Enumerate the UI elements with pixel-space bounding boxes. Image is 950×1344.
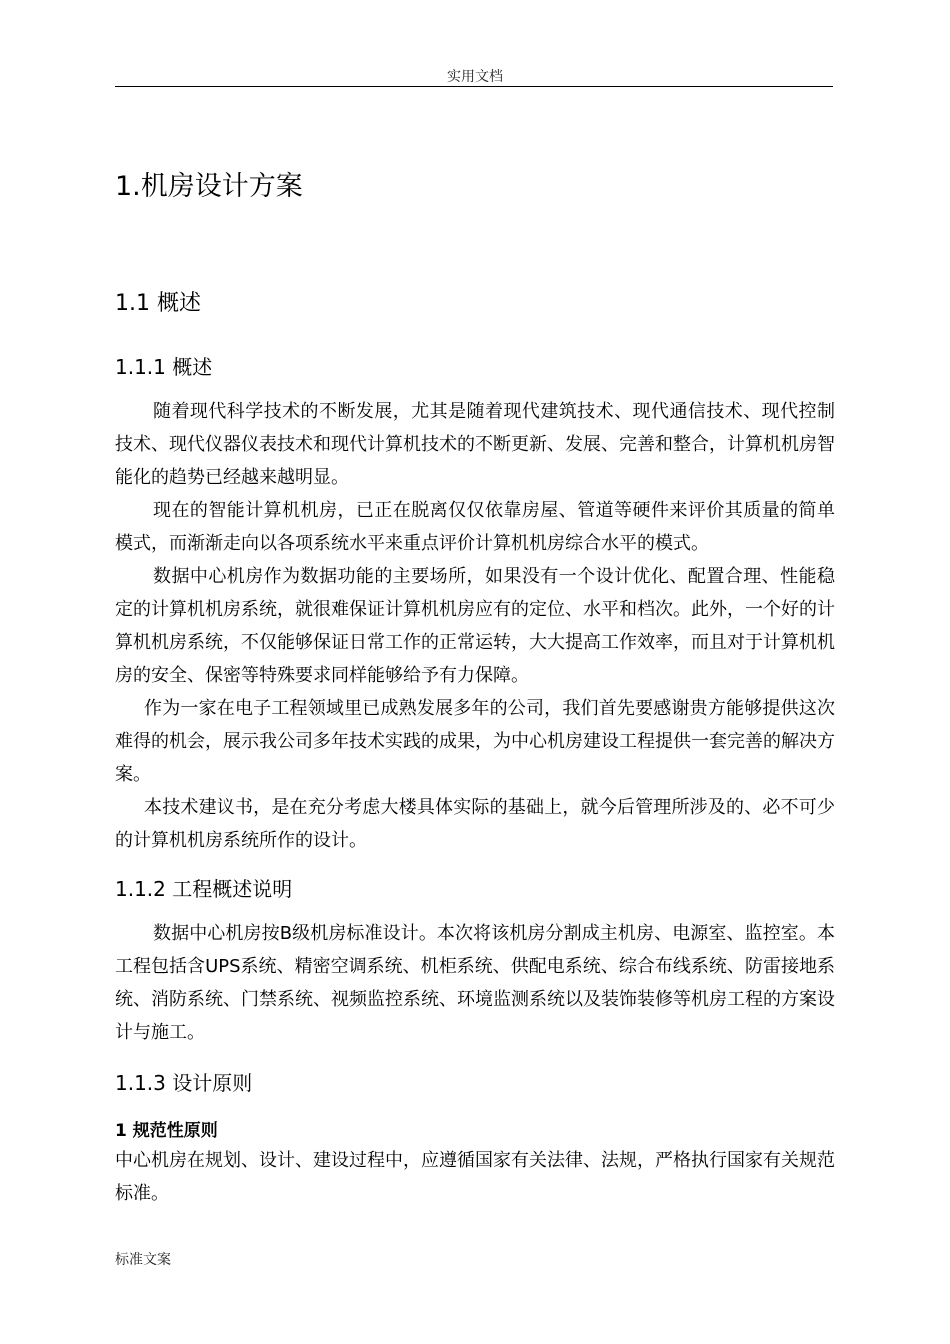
document-title: 1.机房设计方案 xyxy=(115,171,303,202)
paragraph-4: 作为一家在电子工程领域里已成熟发展多年的公司，我们首先要感谢贵方能够提供这次难得的机会，展示我公司多年技术实践的成果，为中心机房建设工程提供一套完善的解决方案。 xyxy=(115,698,835,785)
paragraph-project-overview: 数据中心机房按B级机房标准设计。本次将该机房分割成主机房、电源室、监控室。本工程包括含UPS系统、精密空调系统、机柜系统、供配电系统、综合布线系统、防雷接地系统、消防系统、门禁系统、视频监控系统、环境监测系统以及装饰装修等机房工程的方案设计与施工。 xyxy=(115,923,835,1043)
page-footer: 标准文案 xyxy=(115,1252,171,1268)
section-1-1-heading: 1.1 概述 xyxy=(115,291,201,316)
principle-1-title: 1 规范性原则 xyxy=(115,1121,218,1141)
principle-1-text: 中心机房在规划、设计、建设过程中，应遵循国家有关法律、法规，严格执行国家有关规范标准。 xyxy=(115,1150,835,1204)
section-1-1-2-heading: 1.1.2 工程概述说明 xyxy=(115,877,293,901)
header-divider xyxy=(115,86,833,87)
section-1-1-3-heading: 1.1.3 设计原则 xyxy=(115,1071,253,1095)
paragraph-2: 现在的智能计算机机房，已正在脱离仅仅依靠房屋、管道等硬件来评价其质量的简单模式，而渐渐走向以各项系统水平来重点评价计算机机房综合水平的模式。 xyxy=(115,500,835,554)
section-1-1-1-heading: 1.1.1 概述 xyxy=(115,355,213,379)
paragraph-1: 随着现代科学技术的不断发展，尤其是随着现代建筑技术、现代通信技术、现代控制技术、现代仪器仪表技术和现代计算机技术的不断更新、发展、完善和整合，计算机机房智能化的趋势已经越来越明显。 xyxy=(115,401,835,488)
paragraph-5: 本技术建议书，是在充分考虑大楼具体实际的基础上，就今后管理所涉及的、必不可少的计算机机房系统所作的设计。 xyxy=(115,797,835,851)
paragraph-3: 数据中心机房作为数据功能的主要场所，如果没有一个设计优化、配置合理、性能稳定的计算机机房系统，就很难保证计算机机房应有的定位、水平和档次。此外，一个好的计算机机房系统，不仅能够保证日常工作的正常运转，大大提高工作效率，而且对于计算机机房的安全、保密等特殊要求同样能够给予有力保障。 xyxy=(115,566,835,686)
header-text: 实用文档 xyxy=(447,69,503,85)
